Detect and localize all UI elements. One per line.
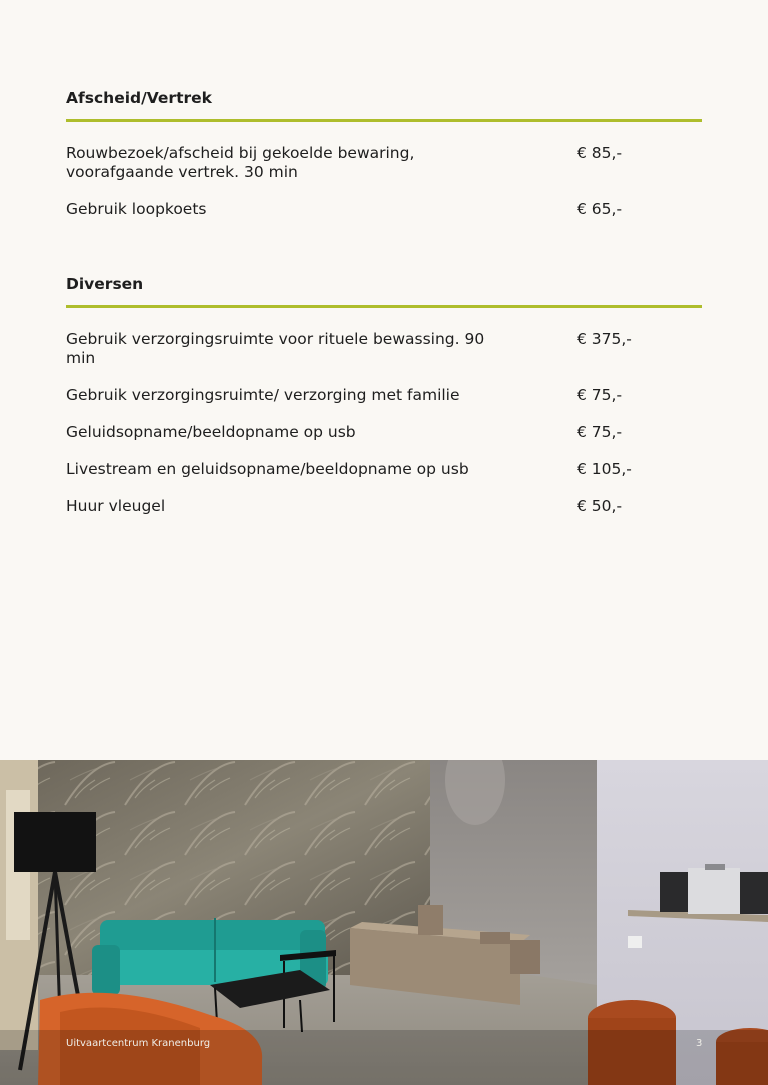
section-diversen: [66, 272, 702, 516]
lounge-room-photo: [0, 760, 768, 1085]
price-row-label: Gebruik verzorgingsruimte voor rituele bewassing. 90 min: [66, 330, 485, 367]
section-divider: [66, 305, 702, 308]
price-row: [66, 460, 702, 479]
price-row-price: € 50,-: [577, 497, 623, 515]
footer-company-name: Uitvaartcentrum Kranenburg: [66, 1038, 211, 1049]
price-row-label: Gebruik loopkoets: [66, 200, 207, 218]
price-row-price: € 65,-: [577, 200, 623, 218]
price-row: [66, 200, 702, 219]
price-row: [66, 330, 702, 368]
price-row-label: Huur vleugel: [66, 497, 166, 515]
price-row: [66, 497, 702, 516]
section-title: Afscheid/Vertrek: [66, 89, 212, 107]
page-number: 3: [696, 1038, 703, 1049]
price-row-label: Livestream en geluidsopname/beeldopname op usb: [66, 460, 469, 478]
price-row-label: Gebruik verzorgingsruimte/ verzorging met familie: [66, 386, 460, 404]
price-row-price: € 75,-: [577, 386, 623, 404]
price-row: [66, 423, 702, 442]
price-row: [66, 386, 702, 405]
price-row-label: Geluidsopname/beeldopname op usb: [66, 423, 356, 441]
section-divider: [66, 119, 702, 122]
price-row-label: Rouwbezoek/afscheid bij gekoelde bewaring, voorafgaande vertrek. 30 min: [66, 144, 415, 181]
price-row-price: € 105,-: [577, 460, 632, 478]
price-row-price: € 85,-: [577, 144, 623, 162]
price-row-price: € 375,-: [577, 330, 632, 348]
price-row: [66, 144, 702, 182]
price-row-price: € 75,-: [577, 423, 623, 441]
section-title: Diversen: [66, 275, 144, 293]
section-afscheid-vertrek: [66, 86, 702, 219]
